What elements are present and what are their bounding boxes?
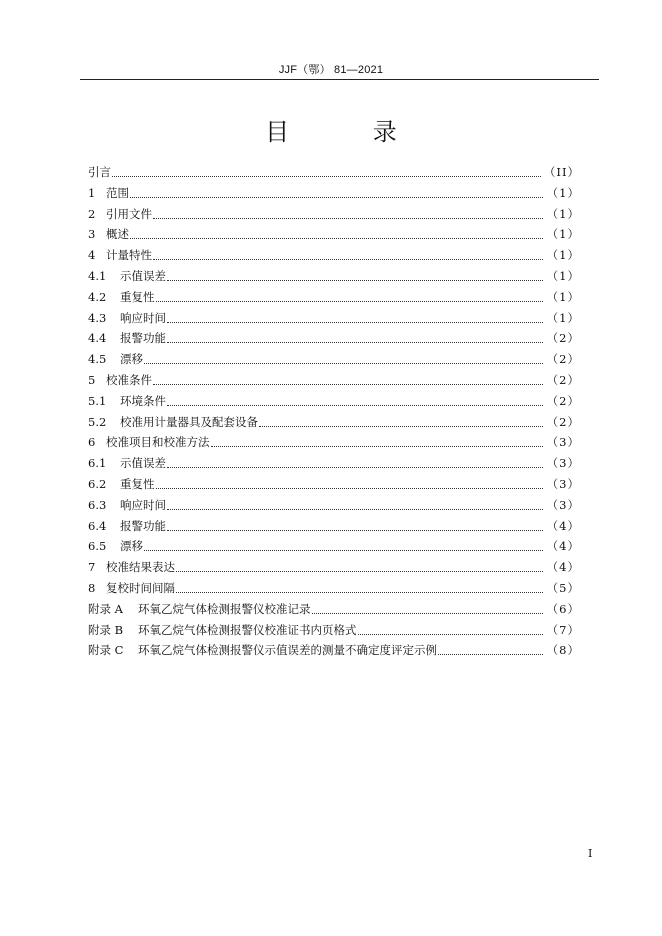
toc-entry-number: 附录 C	[88, 643, 124, 658]
toc-entry-number: 4.3	[88, 310, 107, 325]
dot-leader	[153, 371, 543, 385]
toc-entry-page: （4）	[546, 539, 580, 554]
toc-entry[interactable]	[88, 308, 580, 329]
toc-entry[interactable]	[88, 328, 580, 349]
toc-entry-label: 环氧乙烷气体检测报警仪示值误差的测量不确定度评定示例	[138, 643, 437, 658]
toc-entry[interactable]	[88, 224, 580, 245]
dot-leader	[176, 579, 543, 593]
toc-entry-page: （3）	[546, 476, 580, 491]
toc-entry[interactable]	[88, 183, 580, 204]
toc-entry-label: 重复性	[120, 476, 155, 491]
dot-leader	[167, 267, 543, 281]
toc-entry-number: 7	[88, 560, 96, 575]
dot-leader	[167, 496, 543, 510]
toc-entry-number: 附录 B	[88, 622, 124, 637]
toc-entry[interactable]	[88, 453, 580, 474]
toc-entry-label: 漂移	[120, 539, 143, 554]
toc-entry-label: 校准条件	[106, 372, 152, 387]
toc-entry-page: （II）	[543, 165, 580, 179]
toc-entry-page: （2）	[546, 414, 580, 429]
toc-entry-number: 6.1	[88, 456, 107, 471]
toc-entry[interactable]	[88, 516, 580, 537]
toc-entry-page: （4）	[546, 518, 580, 533]
toc-entry[interactable]	[88, 474, 580, 495]
page-number: I	[588, 847, 593, 860]
toc-entry[interactable]	[88, 557, 580, 578]
toc-entry-page: （7）	[546, 622, 580, 637]
toc-entry-number: 8	[88, 580, 96, 595]
toc-entry-label: 报警功能	[120, 331, 166, 346]
toc-entry-label: 环氧乙烷气体检测报警仪校准记录	[138, 601, 311, 616]
toc-entry-page: （1）	[546, 289, 580, 304]
toc-entry[interactable]	[88, 536, 580, 557]
toc-entry-page: （5）	[546, 580, 580, 595]
toc-entry-page: （6）	[546, 601, 580, 616]
dot-leader	[156, 475, 544, 489]
dot-leader	[112, 163, 541, 177]
toc-entry-label: 重复性	[120, 289, 155, 304]
toc-entry-label: 报警功能	[120, 518, 166, 533]
dot-leader	[259, 413, 543, 427]
toc-entry-number: 6.3	[88, 497, 107, 512]
toc-entry-number: 4.4	[88, 331, 107, 346]
toc-entry-number: 5	[88, 372, 96, 387]
toc-entry-number: 5.2	[88, 414, 107, 429]
toc-entry-number: 6.4	[88, 518, 107, 533]
toc-entry-label: 示值误差	[120, 456, 166, 471]
toc-entry-label: 漂移	[120, 352, 143, 367]
toc-entry[interactable]	[88, 640, 580, 661]
toc-entry-label: 引言	[88, 165, 111, 179]
toc-entry-page: （1）	[546, 185, 580, 200]
toc-entry-page: （8）	[546, 643, 580, 658]
toc-entry-number: 6	[88, 435, 96, 450]
dot-leader	[156, 288, 544, 302]
toc-entry-number: 4	[88, 248, 96, 263]
toc-entry-page: （2）	[546, 393, 580, 408]
dot-leader	[144, 537, 543, 551]
toc-entry-number: 2	[88, 206, 96, 221]
toc-entry-label: 校准结果表达	[106, 560, 175, 575]
toc-entry-label: 示值误差	[120, 268, 166, 283]
toc-entry-label: 环氧乙烷气体检测报警仪校准证书内页格式	[138, 622, 357, 637]
toc-entry-label: 校准用计量器具及配套设备	[120, 414, 258, 429]
toc-entry-number: 1	[88, 185, 96, 200]
dot-leader	[211, 433, 544, 447]
dot-leader	[167, 392, 543, 406]
dot-leader	[167, 454, 543, 468]
toc-entry[interactable]	[88, 391, 580, 412]
toc-entry[interactable]	[88, 266, 580, 287]
dot-leader	[153, 205, 543, 219]
toc-entry[interactable]	[88, 162, 580, 183]
toc-entry-page: （1）	[546, 268, 580, 283]
toc-entry-page: （2）	[546, 331, 580, 346]
toc-entry-page: （4）	[546, 560, 580, 575]
dot-leader	[438, 641, 543, 655]
toc-entry-page: （3）	[546, 456, 580, 471]
toc-entry[interactable]	[88, 578, 580, 599]
dot-leader	[153, 246, 543, 260]
page-title: 目 录	[265, 118, 435, 146]
dot-leader	[167, 329, 543, 343]
dot-leader	[176, 558, 543, 572]
toc-entry-label: 响应时间	[120, 310, 166, 325]
dot-leader	[167, 517, 543, 531]
toc-entry-number: 4.2	[88, 289, 107, 304]
dot-leader	[144, 350, 543, 364]
toc-entry[interactable]	[88, 370, 580, 391]
toc-entry[interactable]	[88, 204, 580, 225]
toc-entry-label: 响应时间	[120, 497, 166, 512]
toc-entry[interactable]	[88, 287, 580, 308]
toc-entry-page: （1）	[546, 248, 580, 263]
toc-entry[interactable]	[88, 412, 580, 433]
toc-entry-number: 6.2	[88, 476, 107, 491]
dot-leader	[130, 225, 543, 239]
toc-entry-number: 附录 A	[88, 601, 123, 616]
dot-leader	[167, 309, 543, 323]
toc-entry[interactable]	[88, 349, 580, 370]
toc-entry-page: （1）	[546, 227, 580, 242]
dot-leader	[312, 600, 544, 614]
toc-entry-number: 4.1	[88, 268, 107, 283]
header-divider	[80, 79, 599, 80]
toc-entry[interactable]	[88, 495, 580, 516]
toc-entry-label: 计量特性	[106, 248, 152, 263]
toc-entry-number: 5.1	[88, 393, 107, 408]
toc-entry-label: 复校时间间隔	[106, 580, 175, 595]
toc-entry-number: 4.5	[88, 352, 107, 367]
table-of-contents	[88, 162, 580, 661]
toc-entry-label: 环境条件	[120, 393, 166, 408]
toc-entry-page: （2）	[546, 352, 580, 367]
toc-entry-label: 校准项目和校准方法	[106, 435, 210, 450]
toc-entry-page: （2）	[546, 372, 580, 387]
toc-entry[interactable]	[88, 432, 580, 453]
document-code-header: JJF（鄂） 81—2021	[278, 64, 384, 76]
dot-leader	[130, 184, 543, 198]
toc-entry-page: （3）	[546, 435, 580, 450]
toc-entry-label: 引用文件	[106, 206, 152, 221]
toc-entry[interactable]	[88, 599, 580, 620]
toc-entry[interactable]	[88, 620, 580, 641]
toc-entry[interactable]	[88, 245, 580, 266]
dot-leader	[358, 621, 544, 635]
toc-entry-page: （1）	[546, 310, 580, 325]
toc-entry-number: 3	[88, 227, 96, 242]
toc-entry-label: 范围	[106, 185, 129, 200]
toc-entry-page: （1）	[546, 206, 580, 221]
toc-entry-label: 概述	[106, 227, 129, 242]
toc-entry-number: 6.5	[88, 539, 107, 554]
toc-entry-page: （3）	[546, 497, 580, 512]
